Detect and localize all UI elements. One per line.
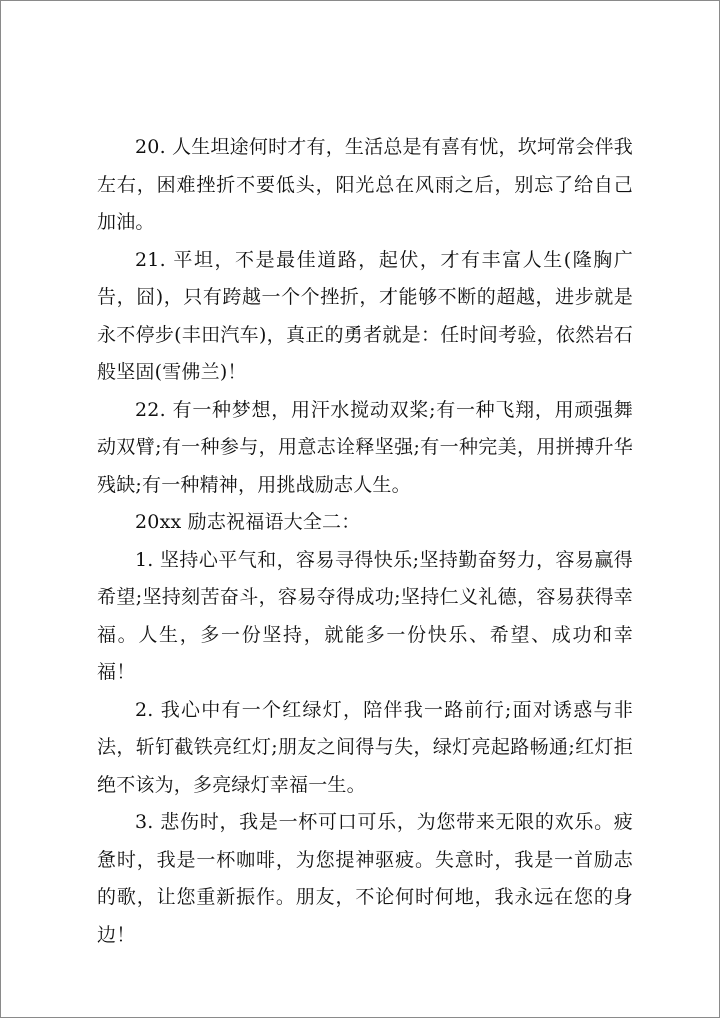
paragraph-20: 20. 人生坦途何时才有，生活总是有喜有忧，坎坷常会伴我左右，困难挫折不要低头，阳光总在风雨之后，别忘了给自己加油。 bbox=[97, 136, 633, 233]
document-body bbox=[97, 129, 633, 954]
section-heading: 20xx 励志祝福语大全二： bbox=[135, 511, 361, 533]
section-paragraph-3: 3. 悲伤时，我是一杯可口可乐，为您带来无限的欢乐。疲惫时，我是一杯咖啡，为您提神驱疲。失意时，我是一首励志的歌，让您重新振作。朋友，不论何时何地，我永远在您的身边！ bbox=[97, 811, 633, 946]
paragraph-21: 21. 平坦，不是最佳道路，起伏，才有丰富人生(隆胸广告，囧)，只有跨越一个个挫折，才能够不断的超越，进步就是永不停步(丰田汽车)，真正的勇者就是：任时间考验，依然岩石般坚固(雪佛兰)！ bbox=[97, 248, 633, 383]
paragraph-22: 22. 有一种梦想，用汗水搅动双桨;有一种飞翔，用顽强舞动双臂;有一种参与，用意志诠释坚强;有一种完美，用拼搏升华残缺;有一种精神，用挑战励志人生。 bbox=[97, 398, 633, 496]
section-paragraph-2: 2. 我心中有一个红绿灯，陪伴我一路前行;面对诱惑与非法，斩钉截铁亮红灯;朋友之间得与失，绿灯亮起路畅通;红灯拒绝不该为，多亮绿灯幸福一生。 bbox=[97, 698, 633, 796]
section-paragraph-1: 1. 坚持心平气和，容易寻得快乐;坚持勤奋努力，容易赢得希望;坚持刻苦奋斗，容易夺得成功;坚持仁义礼德，容易获得幸福。人生，多一份坚持，就能多一份快乐、希望、成功和幸福！ bbox=[97, 548, 633, 683]
